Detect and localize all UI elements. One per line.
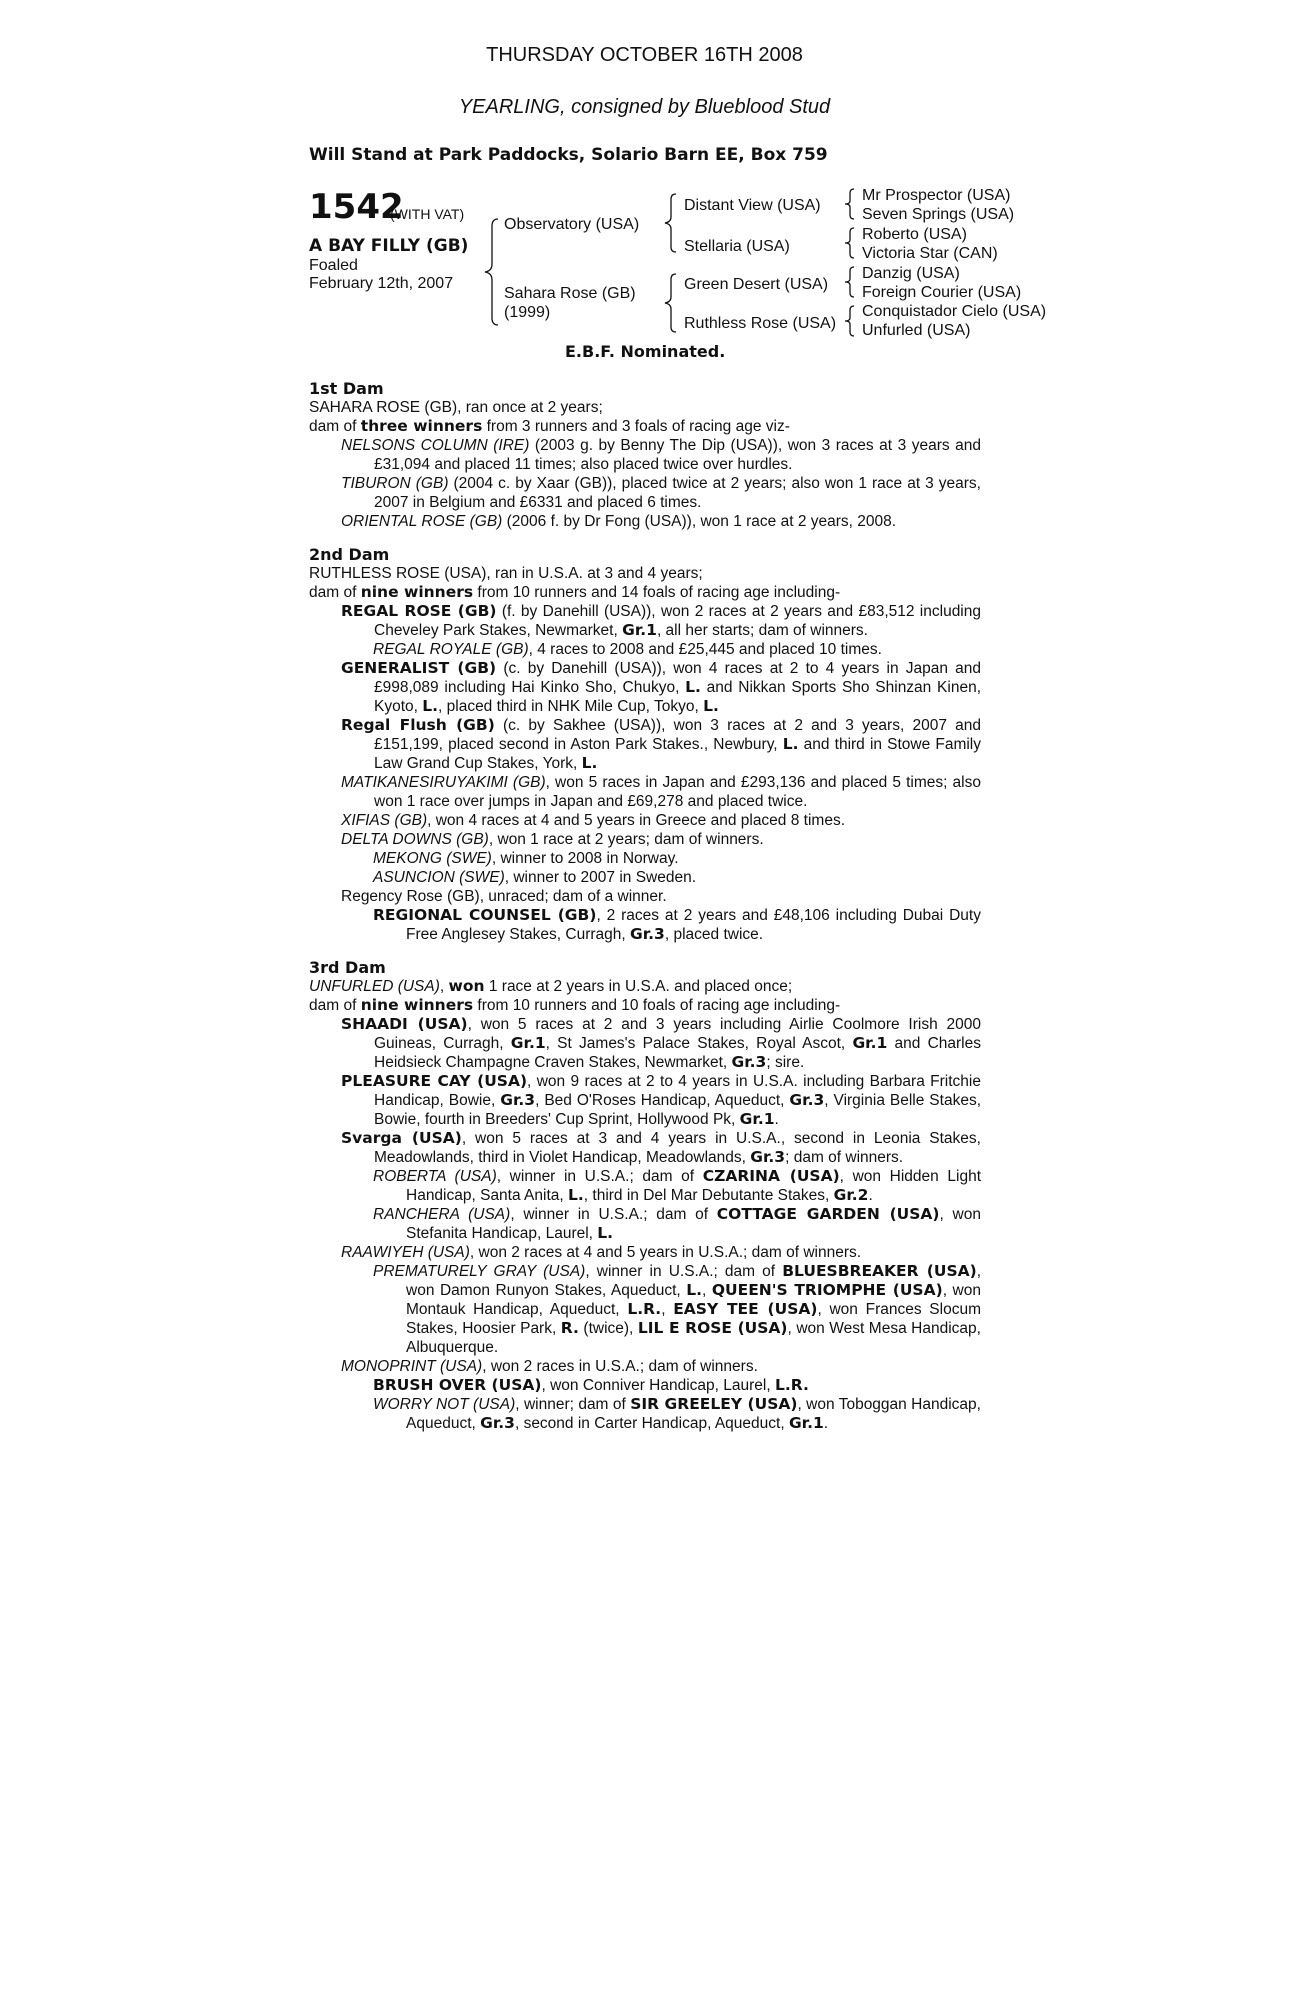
entry-text: Gr.3 bbox=[789, 1091, 825, 1109]
entry-text: NELSONS COLUMN (IRE) bbox=[341, 437, 530, 454]
pedigree-ss-sire: Mr Prospector (USA) bbox=[862, 187, 1011, 204]
entry-text: , Bed O'Roses Handicap, Aqueduct, bbox=[535, 1092, 790, 1109]
family-entry bbox=[309, 1129, 981, 1167]
pedigree-bracket-sire bbox=[664, 193, 678, 253]
entry-text: , won Hidden Light Handicap, Santa Anita, bbox=[406, 1168, 982, 1204]
entry-text: , won 1 race at 2 years; dam of winners. bbox=[488, 831, 764, 848]
entry-text: RUTHLESS ROSE (USA), ran in U.S.A. at 3 and 4 years; bbox=[309, 565, 703, 582]
entry-text: Gr.3 bbox=[731, 1053, 767, 1071]
entry-text: , won Toboggan Handicap, Aqueduct, bbox=[406, 1396, 981, 1432]
entry-text: SAHARA ROSE (GB), ran once at 2 years; bbox=[309, 399, 603, 416]
pedigree-dam-dam: Ruthless Rose (USA) bbox=[684, 315, 837, 332]
family-entry bbox=[309, 474, 981, 512]
entry-text: , won Frances Slocum Stakes, Hoosier Park, bbox=[406, 1301, 981, 1337]
horse-description: A BAY FILLY (GB) bbox=[309, 236, 469, 256]
entry-text: won bbox=[448, 977, 485, 995]
family-entry bbox=[309, 564, 981, 583]
pedigree-sire: Observatory (USA) bbox=[504, 216, 640, 233]
entry-text: BRUSH OVER (USA) bbox=[373, 1376, 542, 1394]
family-entry bbox=[309, 773, 981, 811]
entry-text: , winner to 2007 in Sweden. bbox=[504, 869, 697, 886]
entry-text: and third in Stowe Family Law Grand Cup Stakes, York, bbox=[374, 736, 981, 772]
entry-text: L.R. bbox=[627, 1300, 662, 1318]
entry-text: GENERALIST (GB) bbox=[341, 659, 497, 677]
family-entry bbox=[309, 659, 981, 716]
family-entry bbox=[309, 417, 981, 436]
entry-text: WORRY NOT (USA) bbox=[373, 1396, 516, 1413]
section-heading: 3rd Dam bbox=[309, 958, 386, 977]
entry-text: SIR GREELEY (USA) bbox=[630, 1395, 798, 1413]
entry-text: R. bbox=[560, 1319, 579, 1337]
entry-text: and Charles Heidsieck Champagne Craven Stakes, Newmarket, bbox=[374, 1035, 981, 1071]
entry-text: dam of bbox=[309, 418, 361, 435]
entry-text: , winner in U.S.A.; dam of bbox=[585, 1263, 783, 1280]
entry-text: nine winners bbox=[360, 996, 474, 1014]
entry-text: , won 2 races at 4 and 5 years in U.S.A.; dam of winners. bbox=[469, 1244, 862, 1261]
pedigree-sd-dam: Victoria Star (CAN) bbox=[862, 245, 998, 262]
family-entry bbox=[309, 1167, 981, 1205]
entry-text: , won 5 races in Japan and £293,136 and placed 5 times; also won 1 race over jumps in Japan and £69,278 and placed twice. bbox=[374, 774, 981, 810]
entry-text: Gr.3 bbox=[500, 1091, 536, 1109]
pedigree-bracket-dd bbox=[844, 305, 856, 337]
family-entry bbox=[309, 1205, 981, 1243]
pedigree-bracket-main bbox=[484, 218, 500, 326]
entry-text: (c. by Danehill (USA)), won 4 races at 2 to 4 years in Japan and £998,089 including Hai Kinko Sho, Chukyo, bbox=[374, 660, 981, 696]
entry-text: (2004 c. by Xaar (GB)), placed twice at 2 years; also won 1 race at 3 years, 2007 in Belgium and £6331 and placed 6 times. bbox=[374, 475, 981, 511]
entry-text: Regency Rose (GB), unraced; dam of a winner. bbox=[341, 888, 667, 905]
entry-text: , won Montauk Handicap, Aqueduct, bbox=[406, 1282, 981, 1318]
entry-text: dam of bbox=[309, 584, 361, 601]
entry-text: XIFIAS (GB) bbox=[341, 812, 428, 829]
family-entry bbox=[309, 436, 981, 474]
pedigree-bracket-sd bbox=[844, 227, 856, 259]
family-entry bbox=[309, 1262, 981, 1357]
family-entry bbox=[309, 887, 981, 906]
entry-text: MATIKANESIRUYAKIMI (GB) bbox=[341, 774, 546, 791]
entry-text: Svarga (USA) bbox=[341, 1129, 462, 1147]
entry-text: ORIENTAL ROSE (GB) bbox=[341, 513, 503, 530]
entry-text: Gr.3 bbox=[630, 925, 665, 943]
entry-text: , bbox=[661, 1301, 674, 1318]
entry-text: PREMATURELY GRAY (USA) bbox=[373, 1263, 586, 1280]
pedigree-ss-dam: Seven Springs (USA) bbox=[862, 206, 1015, 223]
entry-text: . bbox=[774, 1111, 779, 1128]
entry-text: QUEEN'S TRIOMPHE (USA) bbox=[711, 1281, 943, 1299]
entry-text: , won Stefanita Handicap, Laurel, bbox=[406, 1206, 981, 1242]
family-entry bbox=[309, 602, 981, 640]
entry-text: Gr.3 bbox=[480, 1414, 515, 1432]
entry-text: ; sire. bbox=[766, 1054, 805, 1071]
entry-text: , won 9 races at 2 to 4 years in U.S.A. including Barbara Fritchie Handicap, Bowie, bbox=[374, 1073, 981, 1109]
entry-text: , won West Mesa Handicap, Albuquerque. bbox=[406, 1320, 981, 1356]
pedigree-sire-sire: Distant View (USA) bbox=[684, 197, 821, 214]
entry-text: , won 5 races at 3 and 4 years in U.S.A., second in Leonia Stakes, Meadowlands, third in Violet Handicap, Meadowlands, bbox=[374, 1130, 981, 1166]
entry-text: BLUESBREAKER (USA) bbox=[782, 1262, 977, 1280]
family-notes bbox=[309, 379, 981, 1447]
entry-text: RAAWIYEH (USA) bbox=[341, 1244, 470, 1261]
entry-text: , won Conniver Handicap, Laurel, bbox=[541, 1377, 775, 1394]
family-entry bbox=[309, 849, 981, 868]
entry-text: REGIONAL COUNSEL (GB) bbox=[373, 906, 597, 924]
entry-text: , winner in U.S.A.; dam of bbox=[510, 1206, 717, 1223]
foaled-date: February 12th, 2007 bbox=[309, 275, 454, 292]
pedigree-dd-dam: Unfurled (USA) bbox=[862, 322, 971, 339]
family-entry bbox=[309, 1072, 981, 1129]
entry-text: ASUNCION (SWE) bbox=[373, 869, 505, 886]
section-heading: 1st Dam bbox=[309, 379, 384, 398]
dam-section bbox=[309, 958, 981, 1433]
pedigree-dd-sire: Conquistador Cielo (USA) bbox=[862, 303, 1047, 320]
entry-text: (twice), bbox=[578, 1320, 638, 1337]
lot-number: 1542 bbox=[309, 187, 404, 227]
foaled-label: Foaled bbox=[309, 257, 358, 274]
entry-text: SHAADI (USA) bbox=[341, 1015, 468, 1033]
entry-text: , won 4 races at 4 and 5 years in Greece and placed 8 times. bbox=[427, 812, 845, 829]
entry-text: Gr.1 bbox=[510, 1034, 546, 1052]
entry-text: , St James's Palace Stakes, Royal Ascot, bbox=[545, 1035, 853, 1052]
entry-text: , winner to 2008 in Norway. bbox=[491, 850, 679, 867]
family-entry bbox=[309, 811, 981, 830]
pedigree-dam: Sahara Rose (GB) bbox=[504, 285, 636, 302]
entry-text: , placed twice. bbox=[664, 926, 764, 943]
section-heading: 2nd Dam bbox=[309, 545, 390, 564]
family-entry bbox=[309, 868, 981, 887]
entry-text: Gr.2 bbox=[833, 1186, 869, 1204]
pedigree-ds-sire: Danzig (USA) bbox=[862, 265, 960, 282]
entry-text: L. bbox=[581, 754, 598, 772]
entry-text: , won 5 races at 2 and 3 years including Airlie Coolmore Irish 2000 Guineas, Curragh, bbox=[374, 1016, 981, 1052]
family-entry bbox=[309, 583, 981, 602]
entry-text: REGAL ROSE (GB) bbox=[341, 602, 497, 620]
entry-text: , 4 races to 2008 and £25,445 and placed 10 times. bbox=[528, 641, 882, 658]
entry-text: , won Damon Runyon Stakes, Aqueduct, bbox=[406, 1263, 982, 1299]
entry-text: DELTA DOWNS (GB) bbox=[341, 831, 489, 848]
entry-text: , bbox=[702, 1282, 712, 1299]
entry-text: Regal Flush (GB) bbox=[341, 716, 495, 734]
entry-text: ROBERTA (USA) bbox=[373, 1168, 497, 1185]
entry-text: from 10 runners and 10 foals of racing age including- bbox=[473, 997, 841, 1014]
family-entry bbox=[309, 830, 981, 849]
entry-text: L. bbox=[568, 1186, 584, 1204]
entry-text: from 3 runners and 3 foals of racing age viz- bbox=[482, 418, 790, 435]
family-entry bbox=[309, 977, 981, 996]
entry-text: , placed third in NHK Mile Cup, Tokyo, bbox=[438, 698, 704, 715]
dam-section bbox=[309, 545, 981, 944]
entry-text: LIL E ROSE (USA) bbox=[637, 1319, 788, 1337]
sale-date: THURSDAY OCTOBER 16TH 2008 bbox=[486, 44, 803, 66]
entry-text: (2006 f. by Dr Fong (USA)), won 1 race at 2 years, 2008. bbox=[502, 513, 897, 530]
pedigree-bracket-ss bbox=[844, 188, 856, 220]
pedigree-dam-year: (1999) bbox=[504, 304, 551, 321]
pedigree-bracket-ds bbox=[844, 266, 856, 298]
entry-text: L.R. bbox=[774, 1376, 809, 1394]
family-entry bbox=[309, 1243, 981, 1262]
entry-text: , Virginia Belle Stakes, Bowie, fourth in Breeders' Cup Sprint, Hollywood Pk, bbox=[374, 1092, 981, 1128]
entry-text: RANCHERA (USA) bbox=[373, 1206, 511, 1223]
stand-location: Will Stand at Park Paddocks, Solario Barn EE, Box 759 bbox=[309, 145, 828, 165]
family-entry bbox=[309, 512, 981, 531]
pedigree-sire-dam: Stellaria (USA) bbox=[684, 238, 790, 255]
entry-text: MONOPRINT (USA) bbox=[341, 1358, 483, 1375]
family-entry bbox=[309, 1395, 981, 1433]
entry-text: . bbox=[868, 1187, 873, 1204]
entry-text: 1 race at 2 years in U.S.A. and placed once; bbox=[484, 978, 793, 995]
entry-text: (f. by Danehill (USA)), won 2 races at 2 years and £83,512 including Cheveley Park Stakes, Newmarket, bbox=[374, 603, 981, 639]
dam-section bbox=[309, 379, 981, 531]
entry-text: , second in Carter Handicap, Aqueduct, bbox=[514, 1415, 789, 1432]
entry-text: and Nikkan Sports Sho Shinzan Kinen, Kyoto, bbox=[374, 679, 982, 715]
entry-text: REGAL ROYALE (GB) bbox=[373, 641, 529, 658]
entry-text: L. bbox=[422, 697, 439, 715]
entry-text: ; dam of winners. bbox=[785, 1149, 904, 1166]
entry-text: Gr.1 bbox=[852, 1034, 888, 1052]
entry-text: Gr.3 bbox=[750, 1148, 786, 1166]
family-entry bbox=[309, 996, 981, 1015]
entry-text: PLEASURE CAY (USA) bbox=[341, 1072, 528, 1090]
entry-text: , all her starts; dam of winners. bbox=[656, 622, 868, 639]
entry-text: UNFURLED (USA) bbox=[309, 978, 440, 995]
entry-text: L. bbox=[685, 678, 701, 696]
pedigree-dam-sire: Green Desert (USA) bbox=[684, 276, 829, 293]
family-entry bbox=[309, 1376, 981, 1395]
entry-text: , 2 races at 2 years and £48,106 including Dubai Duty Free Anglesey Stakes, Curragh, bbox=[406, 907, 981, 943]
entry-text: , winner in U.S.A.; dam of bbox=[496, 1168, 703, 1185]
family-entry bbox=[309, 398, 981, 417]
entry-text: Gr.1 bbox=[788, 1414, 824, 1432]
ebf-nominated: E.B.F. Nominated. bbox=[565, 342, 726, 361]
vat-note: (WITH VAT) bbox=[390, 206, 465, 222]
consignment-line: YEARLING, consigned by Blueblood Stud bbox=[458, 96, 831, 118]
entry-text: (c. by Sakhee (USA)), won 3 races at 2 and 3 years, 2007 and £151,199, placed second in Aston Park Stakes., Newbury, bbox=[374, 717, 981, 753]
entry-text: L. bbox=[703, 697, 719, 715]
entry-text: from 10 runners and 14 foals of racing age including- bbox=[473, 584, 841, 601]
entry-text: three winners bbox=[360, 417, 483, 435]
entry-text: , won 2 races in U.S.A.; dam of winners. bbox=[482, 1358, 758, 1375]
pedigree-sd-sire: Roberto (USA) bbox=[862, 226, 967, 243]
entry-text: MEKONG (SWE) bbox=[373, 850, 492, 867]
family-entry bbox=[309, 906, 981, 944]
family-entry bbox=[309, 716, 981, 773]
entry-text: L. bbox=[597, 1224, 614, 1242]
entry-text: Gr.1 bbox=[739, 1110, 775, 1128]
entry-text: , third in Del Mar Debutante Stakes, bbox=[583, 1187, 834, 1204]
entry-text: (2003 g. by Benny The Dip (USA)), won 3 races at 3 years and £31,094 and placed 11 times; also placed twice over hurdles. bbox=[374, 437, 981, 473]
entry-text: . bbox=[823, 1415, 829, 1432]
entry-text: CZARINA (USA) bbox=[702, 1167, 840, 1185]
entry-text: TIBURON (GB) bbox=[341, 475, 449, 492]
family-entry bbox=[309, 640, 981, 659]
entry-text: , bbox=[439, 978, 449, 995]
family-entry bbox=[309, 1015, 981, 1072]
entry-text: L. bbox=[782, 735, 799, 753]
entry-text: COTTAGE GARDEN (USA) bbox=[716, 1205, 940, 1223]
pedigree-bracket-dam bbox=[664, 273, 678, 333]
entry-text: dam of bbox=[309, 997, 361, 1014]
entry-text: EASY TEE (USA) bbox=[673, 1300, 818, 1318]
family-entry bbox=[309, 1357, 981, 1376]
entry-text: , winner; dam of bbox=[515, 1396, 631, 1413]
entry-text: nine winners bbox=[360, 583, 474, 601]
pedigree-ds-dam: Foreign Courier (USA) bbox=[862, 284, 1022, 301]
entry-text: L. bbox=[686, 1281, 702, 1299]
entry-text: Gr.1 bbox=[622, 621, 657, 639]
